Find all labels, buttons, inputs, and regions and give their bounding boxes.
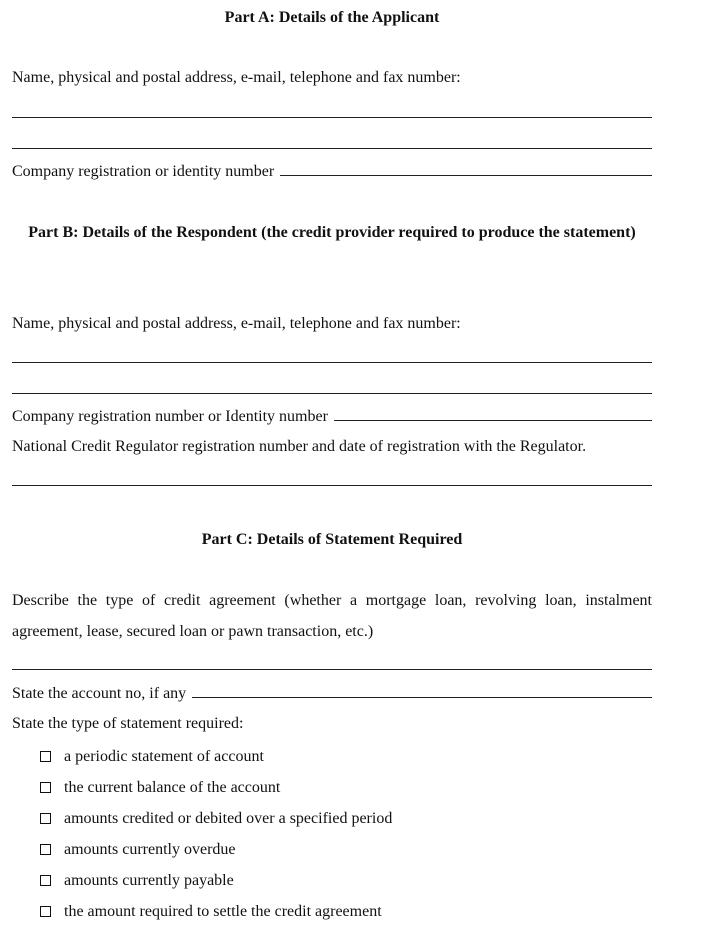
checkbox-icon[interactable] [40, 813, 51, 824]
part-a-heading: Part A: Details of the Applicant [224, 9, 440, 26]
option-label: a periodic statement of account [64, 747, 264, 765]
part-a-contact-line-1[interactable] [12, 117, 652, 118]
checkbox-icon[interactable] [40, 751, 51, 762]
option-label: the current balance of the account [64, 778, 281, 796]
part-c-agreement-label: Describe the type of credit agreement (whether a mortgage loan, revolving loan, instalment agreement, lease, secured loan or pawn transaction, etc.) [12, 592, 652, 640]
part-b-registration-row [12, 406, 652, 427]
part-a-contact-line-2[interactable] [12, 148, 652, 149]
part-c-account-row [12, 683, 652, 704]
part-b-contact-line-1[interactable] [12, 362, 652, 363]
option-label: amounts currently overdue [64, 840, 236, 858]
statement-option-overdue[interactable] [40, 834, 392, 865]
part-b-ncr-label: National Credit Regulator registration number and date of registration with the Regulator. [12, 438, 587, 455]
statement-option-settlement[interactable] [40, 896, 392, 927]
statement-type-options [40, 741, 392, 927]
part-c-heading: Part C: Details of Statement Required [201, 531, 463, 548]
part-a-registration-label: Company registration or identity number [12, 163, 275, 180]
statement-option-periodic[interactable] [40, 741, 392, 772]
statement-option-payable[interactable] [40, 865, 392, 896]
part-b-registration-label: Company registration number or Identity number [12, 408, 328, 425]
part-b-registration-field[interactable] [334, 406, 652, 421]
statement-option-credited-debited[interactable] [40, 803, 392, 834]
checkbox-icon[interactable] [40, 844, 51, 855]
part-c-agreement-line[interactable] [12, 669, 652, 670]
part-b-heading: Part B: Details of the Respondent (the credit provider required to produce the statement) [28, 224, 636, 241]
part-b-ncr-line[interactable] [12, 485, 652, 486]
option-label: the amount required to settle the credit agreement [64, 902, 382, 920]
option-label: amounts currently payable [64, 871, 234, 889]
option-label: amounts credited or debited over a specified period [64, 809, 393, 827]
statement-option-current-balance[interactable] [40, 772, 392, 803]
part-a-contact-label: Name, physical and postal address, e-mail, telephone and fax number: [12, 69, 461, 86]
part-c-account-field[interactable] [192, 683, 652, 698]
part-c-account-label: State the account no, if any [12, 685, 187, 702]
part-b-contact-line-2[interactable] [12, 393, 652, 394]
part-a-registration-field[interactable] [280, 161, 652, 176]
part-a-registration-row [12, 161, 652, 182]
checkbox-icon[interactable] [40, 782, 51, 793]
part-c-statement-type-label: State the type of statement required: [12, 715, 244, 732]
part-b-contact-label: Name, physical and postal address, e-mail, telephone and fax number: [12, 315, 461, 332]
checkbox-icon[interactable] [40, 906, 51, 917]
checkbox-icon[interactable] [40, 875, 51, 886]
